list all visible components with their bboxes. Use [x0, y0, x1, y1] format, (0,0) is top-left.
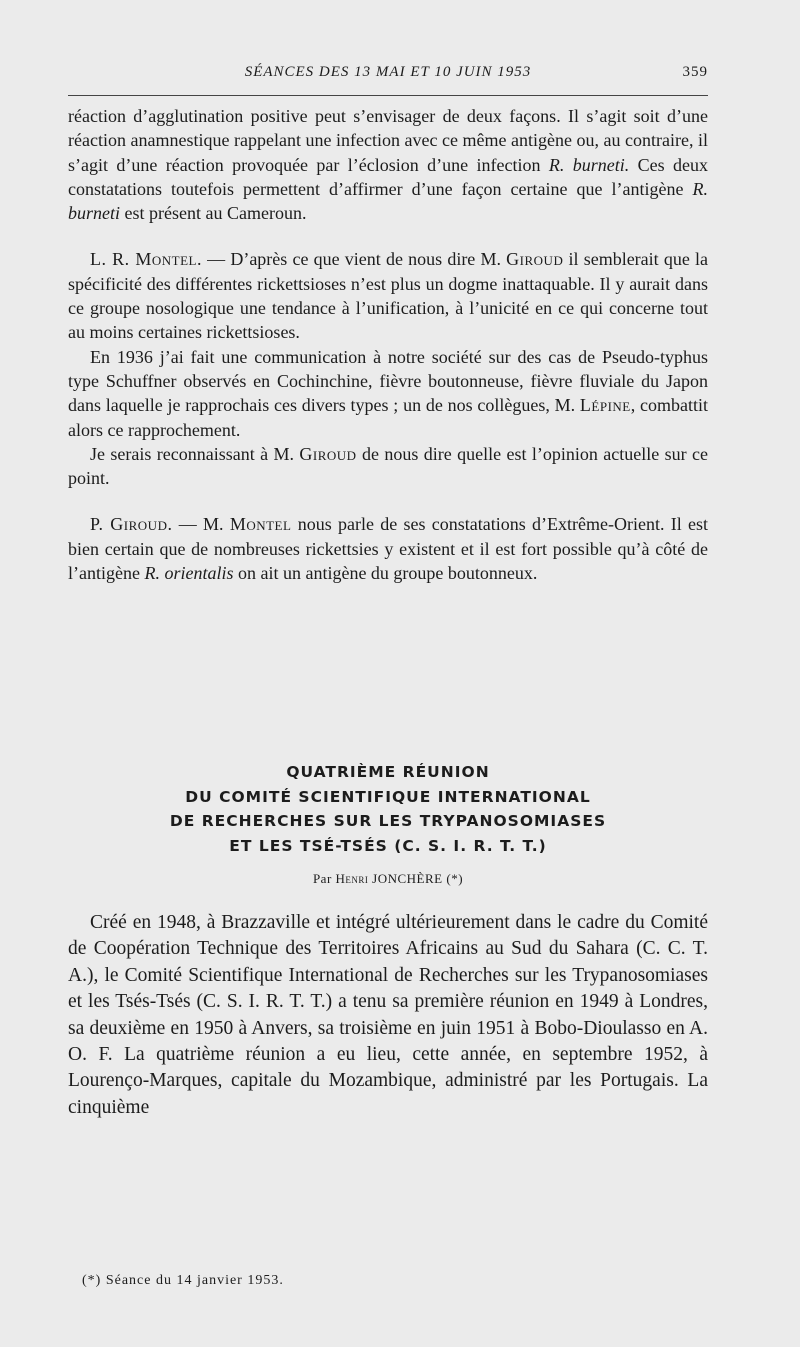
paragraph	[68, 442, 708, 491]
footnote-mark: (*)	[442, 871, 464, 886]
paragraph: Créé en 1948, à Brazzaville et intégré ultérieurement dans le cadre du Comité de Coopération Technique des Territoires Africains au Sud du Sahara (C. C. T. A.), le Comité Scientifique International de Recherches sur les Trypanosomiases et les Tsés-Tsés (C. S. I. R. T. T.) a tenu sa première réunion en 1949 à Londres, sa deuxième en 1950 à Anvers, sa troisième en juin 1951 à Bobo-Dioulasso en A. O. F. La quatrième réunion a eu lieu, cette année, en septembre 1952, à Lourenço-Marques, capitale du Mozambique, administré par les Portugais. La cinquième	[68, 912, 708, 1118]
discussion-text	[68, 104, 708, 585]
text-run: — M.	[172, 514, 230, 535]
article-body	[68, 910, 708, 1121]
text-run: nous parle de ses constatations d’Extrême-Orient. Il est bien certain que de nombreuses rickettsies y existent et il est fort possible qu’à côté de l’antigène	[68, 514, 709, 584]
byline	[68, 871, 708, 887]
section-title-line: ET LES TSÉ-TSÉS (C. S. I. R. T. T.)	[229, 836, 547, 855]
text-run: il semblerait que la spécificité des différentes rickettsioses n’est plus un dogme inattaquable. Il y aurait dans ce groupe nosologique une tendance à l’unification, à l’unicité en ce qui concerne tout au moins certaines rickettsioses.	[68, 249, 709, 343]
speaker-name: P. Giroud.	[90, 514, 173, 535]
person-name: Giroud	[299, 443, 357, 464]
text-run: — D’après ce que vient de nous dire M.	[201, 249, 507, 270]
italic-run: R. burneti	[68, 178, 708, 224]
running-head	[68, 62, 708, 90]
italic-run: R. orientalis	[144, 563, 234, 584]
text-run: on ait un antigène du groupe boutonneux.	[233, 563, 538, 584]
section-title-line: QUATRIÈME RÉUNION	[286, 763, 490, 781]
text-run: Je serais reconnaissant à M.	[90, 443, 300, 464]
section-title-line: DE RECHERCHES SUR LES TRYPANOSOMIASES	[169, 812, 607, 830]
author-name: Henri JONCHÈRE	[335, 871, 443, 886]
page-number: 359	[682, 64, 708, 80]
text-run: , combattit alors ce rapprochement.	[68, 395, 709, 440]
byline-prefix: Par	[312, 871, 336, 886]
footnote: (*) Séance du 14 janvier 1953.	[82, 1273, 284, 1288]
section-title	[68, 760, 708, 858]
paragraph	[68, 247, 708, 344]
header-rule	[68, 95, 708, 96]
speaker-name: L. R. Montel.	[90, 249, 202, 270]
text-run: de nous dire quelle est l’opinion actuelle sur ce point.	[68, 443, 709, 489]
section-title-line: DU COMITÉ SCIENTIFIQUE INTERNATIONAL	[185, 787, 591, 806]
italic-run: R. burneti.	[548, 154, 630, 175]
running-title: SÉANCES DES 13 MAI ET 10 JUIN 1953	[244, 64, 532, 80]
text-run: En 1936 j’ai fait une communication à notre société sur des cas de Pseudo-typhus type Schuffner observés en Cochinchine, fièvre boutonneuse, fièvre fluviale du Japon dans laquelle je rapprochais ces divers types ; un de nos collègues, M.	[68, 346, 708, 416]
person-name: Lépine	[579, 395, 631, 416]
person-name: Montel	[229, 514, 292, 535]
text-run: réaction d’agglutination positive peut s’envisager de deux façons. Il s’agit soit d’une réaction anamnestique rappelant une infection avec ce même antigène ou, au contraire, il s’agit d’une réaction provoquée par l’éclosion d’une infection	[68, 106, 708, 175]
text-run: Ces deux constatations toutefois permettent d’affirmer d’une façon certaine que l’antigène	[68, 154, 708, 199]
paragraph	[68, 345, 708, 442]
paragraph	[68, 512, 708, 585]
paragraph	[68, 104, 708, 225]
text-run: est présent au Cameroun.	[120, 203, 307, 224]
person-name: Giroud	[506, 249, 564, 270]
